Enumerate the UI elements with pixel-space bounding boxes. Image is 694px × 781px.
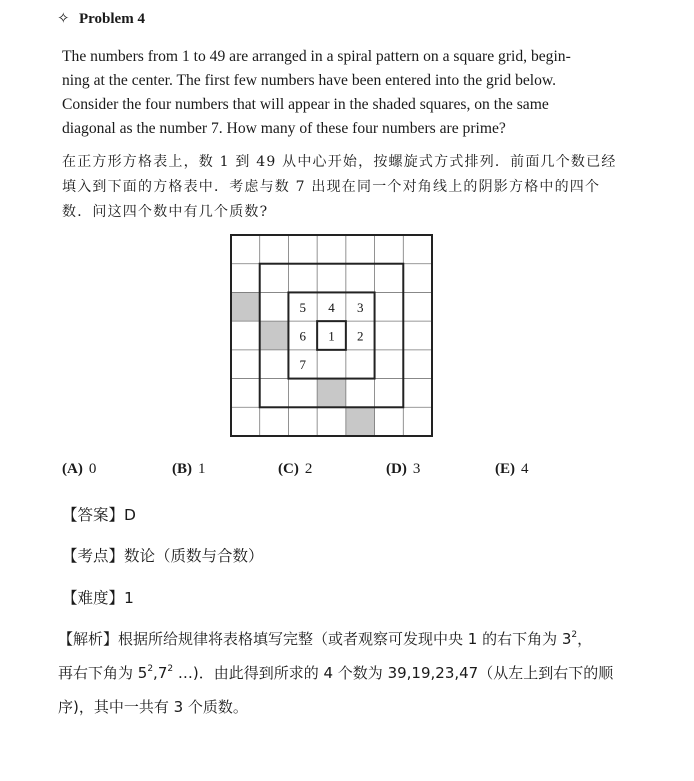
answer-value: D — [124, 506, 136, 524]
grid-number: 5 — [299, 299, 307, 315]
problem-heading — [57, 9, 145, 28]
shaded-cell — [346, 407, 375, 436]
choice-d: (D) 3 — [386, 461, 421, 477]
english-line: The numbers from 1 to 49 are arranged in a spiral pattern on a square grid, begin- — [62, 48, 571, 65]
english-line: Consider the four numbers that will appear in the shaded squares, on the same — [62, 96, 549, 113]
shaded-cell — [231, 292, 260, 321]
chinese-line: 填入到下面的方格表中．考虑与数 7 出现在同一个对角线上的阴影方格中的四个 — [62, 179, 601, 195]
choice-a: (A) 0 — [62, 461, 97, 477]
grid-number: 6 — [299, 328, 307, 344]
shaded-cell — [317, 379, 346, 408]
analysis-label: 【解析】 — [58, 630, 119, 648]
spiral-grid — [230, 234, 433, 437]
topic-line — [62, 544, 264, 566]
chinese-line: 数．问这四个数中有几个质数? — [62, 204, 269, 220]
problem-text-english — [62, 45, 608, 141]
grid-number: 2 — [356, 328, 364, 344]
problem-title: Problem 4 — [79, 11, 145, 27]
chinese-line: 在正方形方格表上，数 1 到 49 从中心开始，按螺旋式方式排列．前面几个数已经 — [62, 154, 617, 170]
answer-line — [62, 503, 136, 525]
difficulty-value: 1 — [124, 589, 134, 607]
choice-e: (E) 4 — [495, 461, 529, 477]
topic-value: 数论（质数与合数） — [124, 547, 264, 565]
topic-label: 【考点】 — [62, 547, 125, 565]
choice-b: (B) 1 — [172, 461, 206, 477]
difficulty-line — [62, 586, 134, 608]
grid-number: 7 — [299, 357, 307, 373]
english-line: ning at the center. The first few numbers have been entered into the grid below. — [62, 72, 557, 89]
choice-c: (C) 2 — [278, 461, 313, 477]
difficulty-label: 【难度】 — [62, 589, 125, 607]
english-line: diagonal as the number 7. How many of these four numbers are prime? — [62, 120, 506, 137]
analysis-block — [58, 622, 618, 724]
grid-number: 1 — [328, 328, 335, 344]
diamond-icon: ✧ — [57, 11, 70, 27]
problem-text-chinese — [62, 150, 617, 225]
grid-number: 4 — [328, 299, 335, 315]
shaded-cell — [260, 321, 289, 350]
grid-number: 3 — [356, 299, 364, 315]
analysis-line-2: 再右下角为 $5^2,7^2$ …)．由此得到所求的 4 个数为 39,19,23,47（从左上到右下的顺 — [58, 664, 614, 682]
analysis-line-1: 【解析】根据所给规律将表格填写完整（或者观察可发现中央 1 的右下角为 $3^2$， — [58, 630, 593, 648]
answer-label: 【答案】 — [62, 506, 125, 524]
analysis-line-3: 序)，其中一共有 3 个质数。 — [58, 698, 248, 716]
